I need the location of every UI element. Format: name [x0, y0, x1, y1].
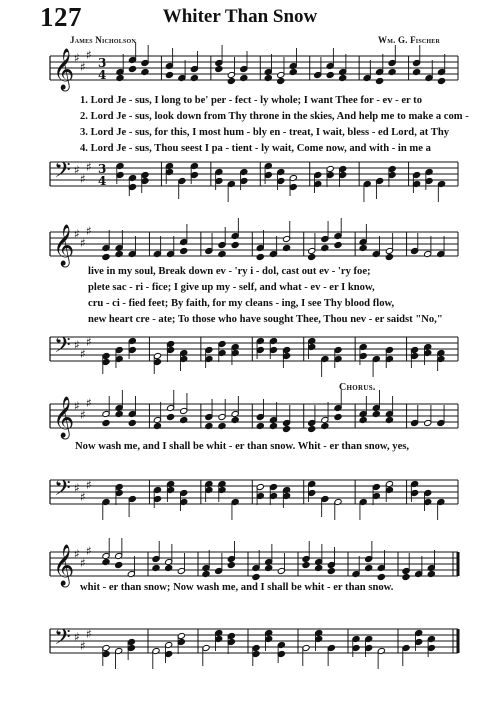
hymn-number: 127 — [40, 2, 82, 32]
treble-clef-icon: 𝄞 — [53, 225, 75, 266]
time-signature-top: 3 — [98, 162, 107, 176]
bass-clef-icon: 𝄢 — [54, 625, 71, 655]
sharp-icon: ♯ — [74, 399, 80, 413]
sharp-icon: ♯ — [86, 335, 92, 349]
lyric-chorus: Now wash me, and I shall be whit - er than snow. Whit - er than snow, yes, — [75, 441, 410, 452]
sharp-icon: ♯ — [74, 163, 80, 177]
notehead — [376, 77, 384, 84]
lyric-chorus-end: whit - er than snow; Now wash me, and I shall be whit - er than snow. — [80, 582, 394, 593]
notehead — [102, 253, 110, 260]
sharp-icon: ♯ — [86, 627, 92, 641]
notehead — [334, 413, 342, 420]
sharp-icon: ♯ — [80, 172, 86, 186]
sharp-icon: ♯ — [74, 547, 80, 561]
sharp-icon: ♯ — [80, 408, 86, 422]
notehead — [128, 65, 136, 72]
treble-clef-icon: 𝄞 — [53, 397, 75, 438]
composer-credit: Wm. G. Fischer — [378, 35, 440, 45]
notehead — [402, 573, 410, 580]
hymn-title: Whiter Than Snow — [162, 6, 318, 27]
chorus-label: Chorus. — [339, 382, 376, 393]
notehead — [385, 253, 393, 260]
bass-clef-icon: 𝄢 — [54, 333, 71, 363]
notehead — [252, 573, 260, 580]
sharp-icon: ♯ — [74, 51, 80, 65]
notehead — [437, 77, 445, 84]
lyric-verse-2: plete sac - ri - fice; I give up my - self, and what - ev - er I know, — [88, 282, 375, 293]
sharp-icon: ♯ — [86, 396, 92, 410]
notehead — [308, 253, 316, 260]
notehead — [326, 71, 334, 78]
sharp-icon: ♯ — [86, 478, 92, 492]
lyricist-credit: James Nicholson — [70, 35, 136, 45]
sharp-icon: ♯ — [74, 338, 80, 352]
sharp-icon: ♯ — [80, 236, 86, 250]
notehead — [180, 247, 188, 254]
time-signature-bottom: 4 — [98, 68, 107, 82]
notehead — [231, 241, 239, 248]
lyric-verse-2: 2. Lord Je - sus, look down from Thy throne in the skies, And help me to make a com - — [80, 111, 469, 122]
sharp-icon: ♯ — [80, 490, 86, 504]
notehead — [102, 419, 110, 426]
notehead — [256, 253, 264, 260]
sharp-icon: ♯ — [80, 60, 86, 74]
notehead — [308, 425, 316, 432]
notehead — [115, 561, 123, 568]
bass-staff — [0, 150, 480, 200]
lyric-verse-4: 4. Lord Je - sus, Thou seest I pa - tient - ly wait, Come now, and with - in me a — [80, 143, 431, 154]
sharp-icon: ♯ — [86, 48, 92, 62]
lyric-verse-1: 1. Lord Je - sus, I long to be' per - fect - ly whole; I want Thee for - ev - er to — [80, 95, 422, 106]
bass-staff — [0, 468, 480, 518]
sharp-icon: ♯ — [86, 544, 92, 558]
notehead — [277, 77, 285, 84]
lyric-verse-3: cru - ci - fied feet; By faith, for my cleans - ing, I see Thy blood flow, — [88, 298, 395, 309]
notehead — [334, 241, 342, 248]
treble-staff — [0, 392, 480, 442]
notehead — [128, 419, 136, 426]
treble-clef-icon: 𝄞 — [53, 49, 75, 90]
time-signature-top: 3 — [98, 56, 107, 70]
sharp-icon: ♯ — [80, 347, 86, 361]
bass-staff — [0, 617, 480, 667]
treble-staff — [0, 220, 480, 270]
notehead — [302, 561, 310, 568]
lyric-verse-4: new heart cre - ate; To those who have sought Thee, Thou nev - er saidst "No," — [88, 314, 443, 325]
bass-staff — [0, 325, 480, 375]
notehead — [283, 425, 291, 432]
sharp-icon: ♯ — [74, 481, 80, 495]
treble-staff — [0, 44, 480, 94]
time-signature-bottom: 4 — [98, 174, 107, 188]
sharp-icon: ♯ — [86, 160, 92, 174]
notehead — [327, 567, 335, 574]
sharp-icon: ♯ — [74, 630, 80, 644]
treble-clef-icon: 𝄞 — [53, 545, 75, 586]
lyric-verse-1: live in my soul, Break down ev - 'ry i - dol, cast out ev - 'ry foe; — [88, 266, 371, 277]
sharp-icon: ♯ — [74, 227, 80, 241]
lyric-verse-3: 3. Lord Je - sus, for this, I most hum - bly en - treat, I wait, bless - ed Lord, at Thy — [80, 127, 450, 138]
notehead — [167, 413, 175, 420]
bass-clef-icon: 𝄢 — [54, 476, 71, 506]
notehead — [227, 77, 235, 84]
bass-clef-icon: 𝄢 — [54, 158, 71, 188]
sharp-icon: ♯ — [86, 224, 92, 238]
notehead — [377, 573, 385, 580]
notehead — [215, 65, 223, 72]
notehead — [165, 71, 173, 78]
sharp-icon: ♯ — [80, 639, 86, 653]
notehead — [227, 561, 235, 568]
sharp-icon: ♯ — [80, 556, 86, 570]
